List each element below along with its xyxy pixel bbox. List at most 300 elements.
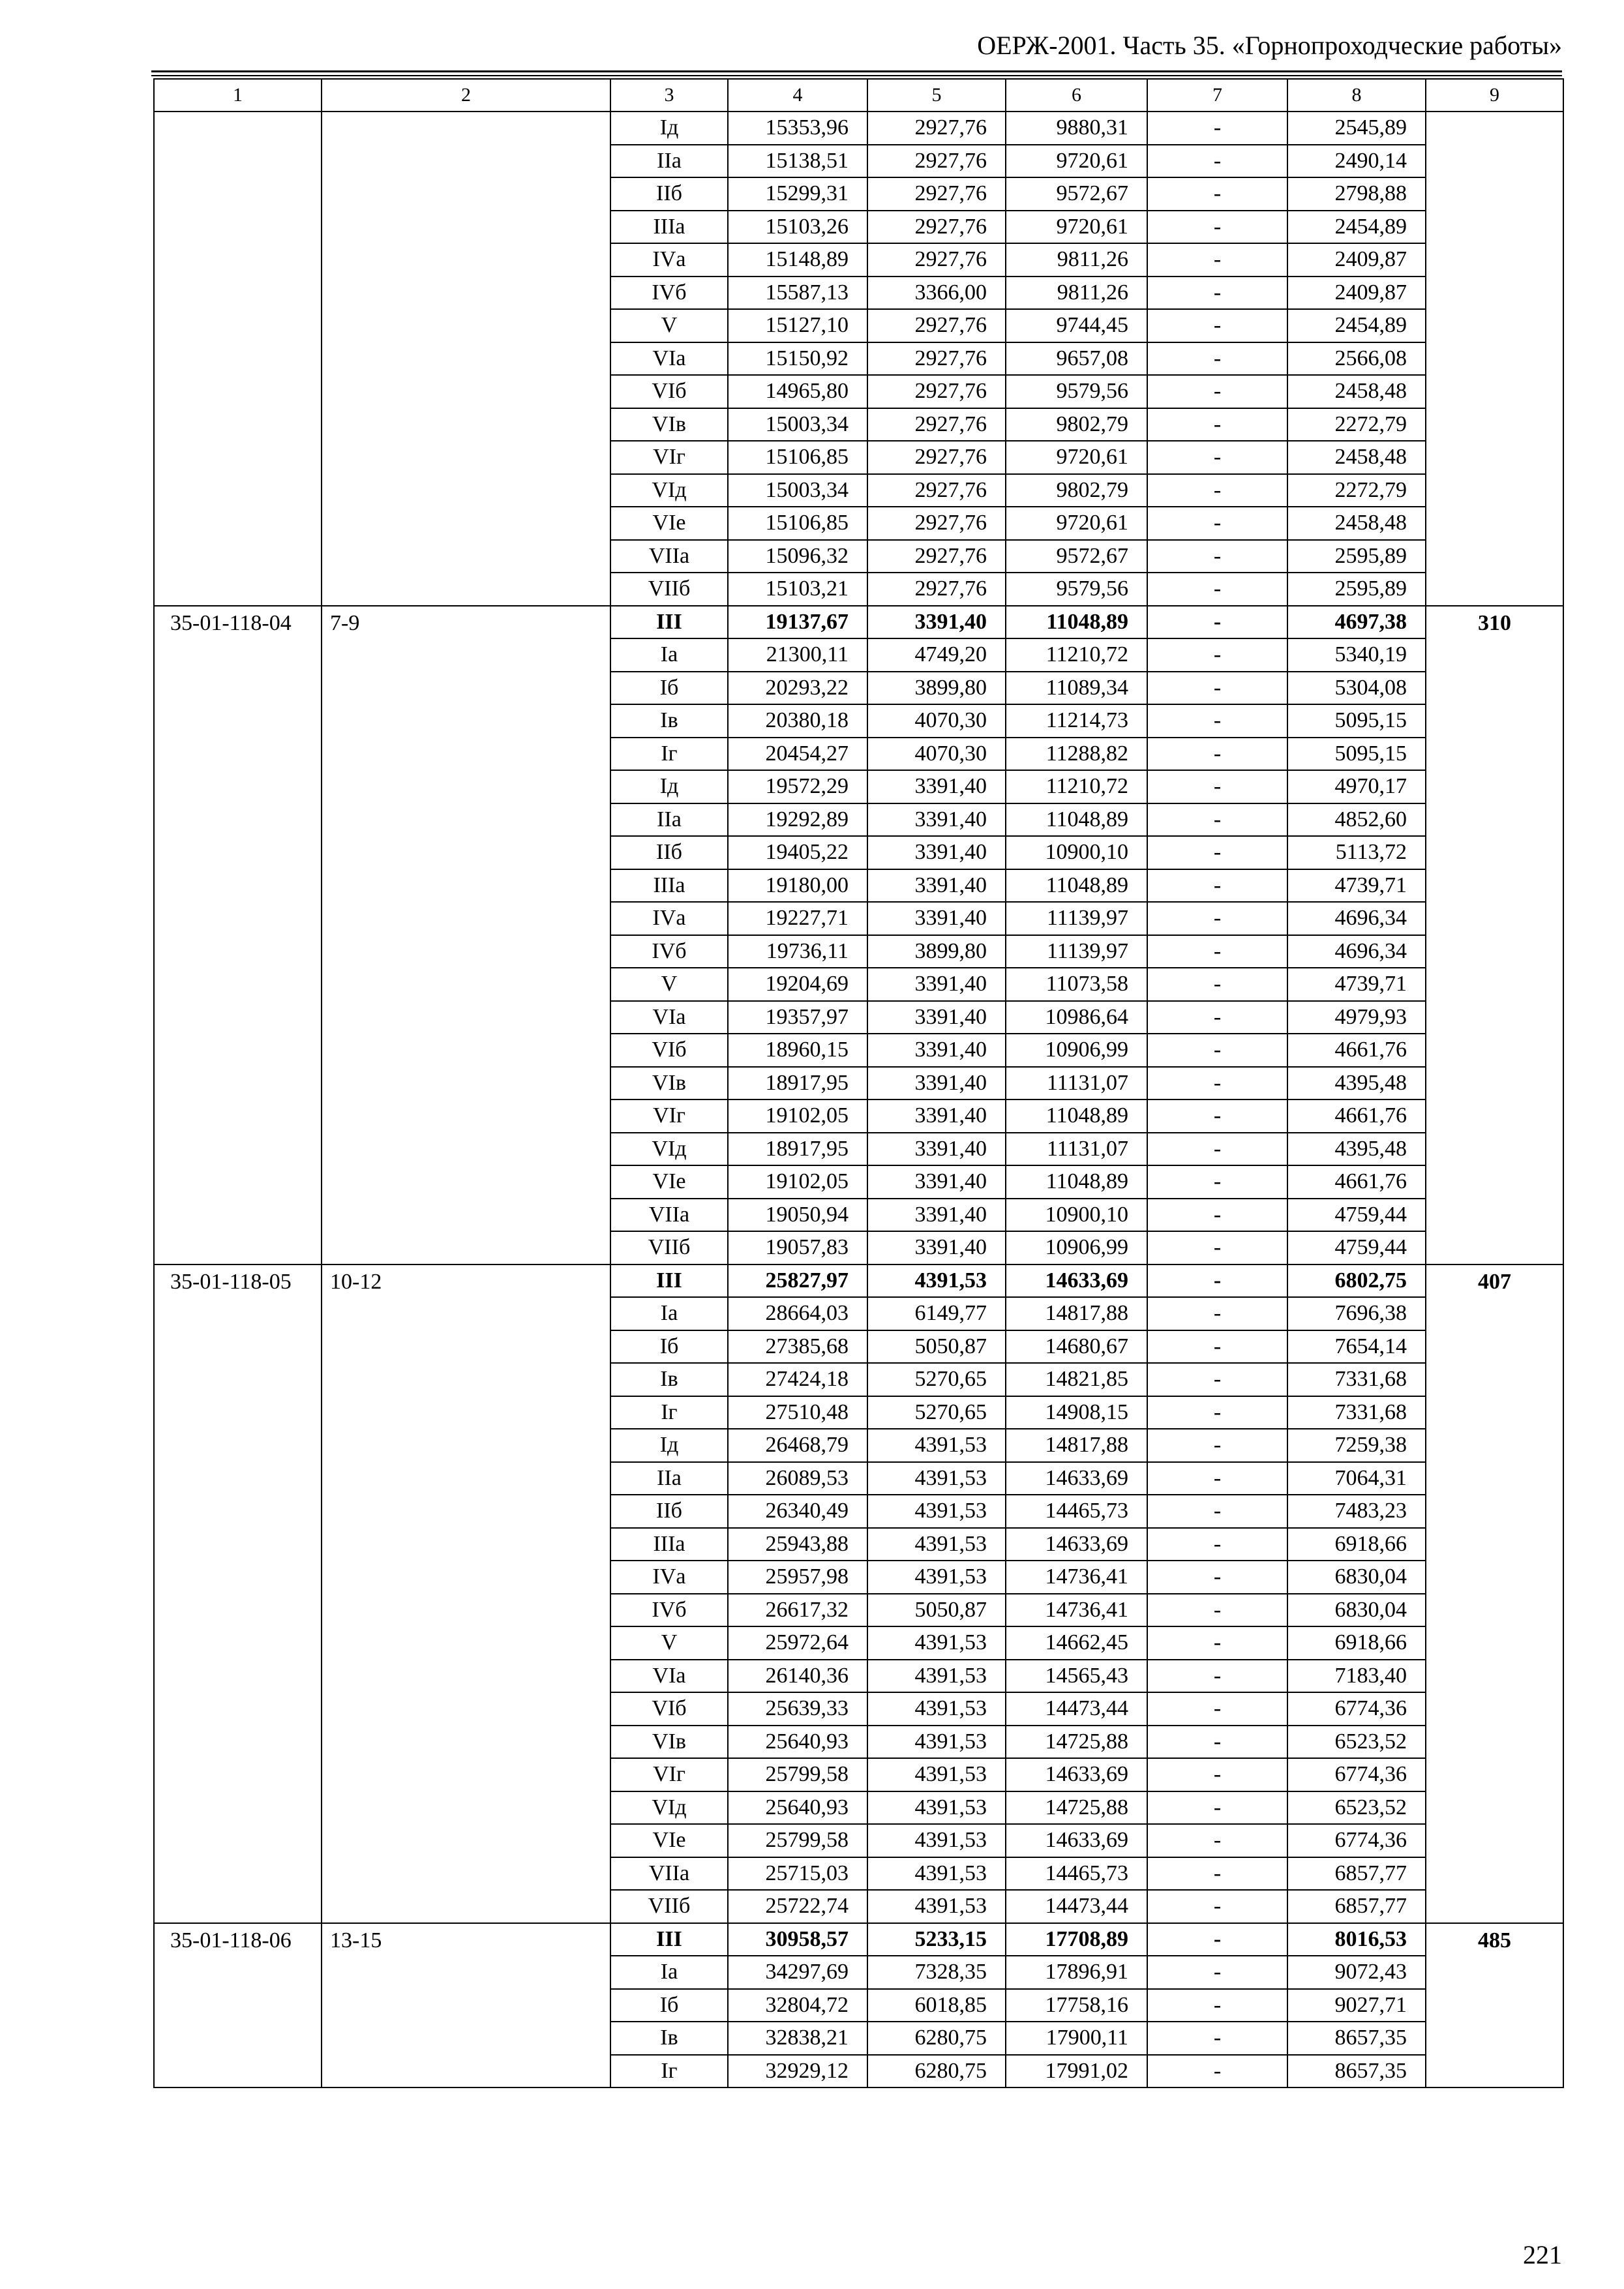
wage-cell: 2927,76: [867, 540, 1006, 573]
total-cost-cell: 15096,32: [728, 540, 867, 573]
total-cost-cell: 32929,12: [728, 2055, 867, 2088]
category-cell: V: [610, 1626, 728, 1660]
machine-cost-cell: 9579,56: [1006, 573, 1147, 606]
category-cell: IIб: [610, 836, 728, 869]
materials-cost-cell: 5113,72: [1287, 836, 1426, 869]
category-cell: Iд: [610, 1429, 728, 1462]
wage-cell: 3391,40: [867, 1100, 1006, 1133]
wage-cell: 2927,76: [867, 474, 1006, 507]
driver-wage-cell: -: [1147, 540, 1287, 573]
header-rule: [151, 75, 1562, 76]
materials-cost-cell: 7696,38: [1287, 1297, 1426, 1330]
total-cost-cell: 15148,89: [728, 243, 867, 277]
total-cost-cell: 25799,58: [728, 1824, 867, 1857]
materials-cost-cell: 4661,76: [1287, 1165, 1426, 1199]
wage-cell: 3366,00: [867, 277, 1006, 310]
driver-wage-cell: -: [1147, 638, 1287, 672]
wage-cell: 4391,53: [867, 1495, 1006, 1528]
header-rule: [151, 70, 1562, 72]
wage-cell: 5270,65: [867, 1363, 1006, 1396]
category-cell: Iа: [610, 638, 728, 672]
column-number: 9: [1426, 79, 1563, 112]
column-number: 8: [1287, 79, 1426, 112]
wage-cell: 5050,87: [867, 1594, 1006, 1627]
materials-cost-cell: 2454,89: [1287, 211, 1426, 244]
wage-cell: 5270,65: [867, 1396, 1006, 1429]
materials-cost-cell: 4970,17: [1287, 770, 1426, 803]
machine-cost-cell: 14633,69: [1006, 1758, 1147, 1791]
wage-cell: 3391,40: [867, 1199, 1006, 1232]
total-cost-cell: 19736,11: [728, 935, 867, 968]
total-cost-cell: 27510,48: [728, 1396, 867, 1429]
machine-cost-cell: 9811,26: [1006, 277, 1147, 310]
wage-cell: 2927,76: [867, 408, 1006, 441]
machine-cost-cell: 14465,73: [1006, 1857, 1147, 1891]
materials-cost-cell: 5095,15: [1287, 704, 1426, 738]
total-cost-cell: 18917,95: [728, 1133, 867, 1166]
driver-wage-cell: -: [1147, 309, 1287, 342]
driver-wage-cell: -: [1147, 836, 1287, 869]
machine-cost-cell: 9579,56: [1006, 375, 1147, 408]
driver-wage-cell: -: [1147, 738, 1287, 771]
wage-cell: 3391,40: [867, 836, 1006, 869]
materials-cost-cell: 2458,48: [1287, 507, 1426, 540]
driver-wage-cell: -: [1147, 1528, 1287, 1561]
total-cost-cell: 19292,89: [728, 803, 867, 837]
driver-wage-cell: -: [1147, 1067, 1287, 1100]
materials-cost-cell: 7064,31: [1287, 1462, 1426, 1495]
machine-cost-cell: 10900,10: [1006, 1199, 1147, 1232]
total-cost-cell: 19102,05: [728, 1165, 867, 1199]
materials-cost-cell: 4661,76: [1287, 1100, 1426, 1133]
materials-cost-cell: 9072,43: [1287, 1956, 1426, 1989]
machine-cost-cell: 14736,41: [1006, 1561, 1147, 1594]
materials-cost-cell: 2566,08: [1287, 342, 1426, 376]
machine-cost-cell: 11139,97: [1006, 902, 1147, 935]
category-cell: VIб: [610, 375, 728, 408]
materials-cost-cell: 6774,36: [1287, 1824, 1426, 1857]
category-cell: VIв: [610, 1726, 728, 1759]
machine-cost-cell: 9811,26: [1006, 243, 1147, 277]
category-cell: Iг: [610, 738, 728, 771]
total-cost-cell: 15138,51: [728, 145, 867, 178]
total-cost-cell: 27424,18: [728, 1363, 867, 1396]
total-cost-cell: 19204,69: [728, 968, 867, 1001]
machine-cost-cell: 9802,79: [1006, 474, 1147, 507]
machine-cost-cell: 11139,97: [1006, 935, 1147, 968]
driver-wage-cell: -: [1147, 1330, 1287, 1364]
materials-cost-cell: 6830,04: [1287, 1561, 1426, 1594]
materials-cost-cell: 7331,68: [1287, 1396, 1426, 1429]
machine-cost-cell: 11210,72: [1006, 770, 1147, 803]
table-body: [154, 79, 1563, 2087]
driver-wage-cell: -: [1147, 1956, 1287, 1989]
total-cost-cell: 18917,95: [728, 1067, 867, 1100]
machine-cost-cell: 14725,88: [1006, 1791, 1147, 1825]
driver-wage-cell: -: [1147, 606, 1287, 639]
driver-wage-cell: -: [1147, 1133, 1287, 1166]
wage-cell: 2927,76: [867, 573, 1006, 606]
total-cost-cell: 15353,96: [728, 112, 867, 145]
wage-cell: 3391,40: [867, 902, 1006, 935]
driver-wage-cell: -: [1147, 408, 1287, 441]
category-cell: VIв: [610, 1067, 728, 1100]
driver-wage-cell: -: [1147, 1495, 1287, 1528]
total-cost-cell: 28664,03: [728, 1297, 867, 1330]
materials-cost-cell: 6523,52: [1287, 1726, 1426, 1759]
driver-wage-cell: -: [1147, 869, 1287, 903]
category-cell: IIб: [610, 1495, 728, 1528]
driver-wage-cell: -: [1147, 1199, 1287, 1232]
machine-cost-cell: 11048,89: [1006, 1165, 1147, 1199]
column-number: 5: [867, 79, 1006, 112]
materials-cost-cell: 4759,44: [1287, 1199, 1426, 1232]
wage-cell: 2927,76: [867, 441, 1006, 474]
total-cost-cell: 25722,74: [728, 1890, 867, 1923]
driver-wage-cell: -: [1147, 277, 1287, 310]
driver-wage-cell: -: [1147, 2022, 1287, 2055]
materials-cost-cell: 2490,14: [1287, 145, 1426, 178]
wage-cell: 4070,30: [867, 738, 1006, 771]
category-cell: IIа: [610, 1462, 728, 1495]
machine-cost-cell: 9720,61: [1006, 211, 1147, 244]
materials-cost-cell: 2458,48: [1287, 441, 1426, 474]
driver-wage-cell: -: [1147, 1561, 1287, 1594]
machine-cost-cell: 14725,88: [1006, 1726, 1147, 1759]
range-cell: 7-9: [322, 606, 610, 1264]
category-cell: VIд: [610, 1791, 728, 1825]
driver-wage-cell: -: [1147, 573, 1287, 606]
driver-wage-cell: -: [1147, 243, 1287, 277]
category-cell: IVб: [610, 277, 728, 310]
driver-wage-cell: -: [1147, 704, 1287, 738]
materials-cost-cell: 4395,48: [1287, 1067, 1426, 1100]
machine-cost-cell: 17991,02: [1006, 2055, 1147, 2088]
materials-cost-cell: 6857,77: [1287, 1857, 1426, 1891]
column-number: 6: [1006, 79, 1147, 112]
column-number-row: [154, 79, 1563, 112]
materials-cost-cell: 2595,89: [1287, 573, 1426, 606]
wage-cell: 6149,77: [867, 1297, 1006, 1330]
machine-cost-cell: 9880,31: [1006, 112, 1147, 145]
rate-code-cell: 35-01-118-06: [154, 1923, 322, 2088]
driver-wage-cell: -: [1147, 1264, 1287, 1298]
category-cell: VIг: [610, 1758, 728, 1791]
machine-cost-cell: 11288,82: [1006, 738, 1147, 771]
wage-cell: 4391,53: [867, 1857, 1006, 1891]
labor-cost-cell: 485: [1426, 1923, 1563, 2088]
machine-cost-cell: 14736,41: [1006, 1594, 1147, 1627]
driver-wage-cell: -: [1147, 1857, 1287, 1891]
machine-cost-cell: 10986,64: [1006, 1001, 1147, 1034]
table-row: [154, 112, 1563, 145]
materials-cost-cell: 6857,77: [1287, 1890, 1426, 1923]
wage-cell: 2927,76: [867, 342, 1006, 376]
wage-cell: 4391,53: [867, 1758, 1006, 1791]
machine-cost-cell: 17708,89: [1006, 1923, 1147, 1956]
materials-cost-cell: 6774,36: [1287, 1692, 1426, 1726]
driver-wage-cell: -: [1147, 803, 1287, 837]
materials-cost-cell: 9027,71: [1287, 1989, 1426, 2022]
category-cell: IIа: [610, 803, 728, 837]
category-cell: Iа: [610, 1297, 728, 1330]
total-cost-cell: 26140,36: [728, 1660, 867, 1693]
category-cell: III: [610, 1923, 728, 1956]
machine-cost-cell: 9572,67: [1006, 177, 1147, 211]
wage-cell: 3391,40: [867, 606, 1006, 639]
wage-cell: 5050,87: [867, 1330, 1006, 1364]
machine-cost-cell: 9720,61: [1006, 441, 1147, 474]
driver-wage-cell: -: [1147, 1100, 1287, 1133]
total-cost-cell: 30958,57: [728, 1923, 867, 1956]
category-cell: V: [610, 309, 728, 342]
driver-wage-cell: -: [1147, 935, 1287, 968]
wage-cell: 2927,76: [867, 211, 1006, 244]
total-cost-cell: 15003,34: [728, 408, 867, 441]
wage-cell: 2927,76: [867, 145, 1006, 178]
driver-wage-cell: -: [1147, 672, 1287, 705]
total-cost-cell: 25827,97: [728, 1264, 867, 1298]
materials-cost-cell: 2272,79: [1287, 474, 1426, 507]
rates-table: [153, 78, 1564, 2088]
machine-cost-cell: 14817,88: [1006, 1297, 1147, 1330]
wage-cell: 3391,40: [867, 1133, 1006, 1166]
wage-cell: 4391,53: [867, 1561, 1006, 1594]
category-cell: VIд: [610, 474, 728, 507]
category-cell: VIIб: [610, 1231, 728, 1264]
total-cost-cell: 26340,49: [728, 1495, 867, 1528]
wage-cell: 4391,53: [867, 1824, 1006, 1857]
table-row: [154, 1923, 1563, 1956]
total-cost-cell: 15103,21: [728, 573, 867, 606]
machine-cost-cell: 10906,99: [1006, 1231, 1147, 1264]
materials-cost-cell: 2458,48: [1287, 375, 1426, 408]
wage-cell: 4391,53: [867, 1890, 1006, 1923]
materials-cost-cell: 7259,38: [1287, 1429, 1426, 1462]
category-cell: VIв: [610, 408, 728, 441]
materials-cost-cell: 4852,60: [1287, 803, 1426, 837]
wage-cell: 3391,40: [867, 968, 1006, 1001]
wage-cell: 2927,76: [867, 243, 1006, 277]
driver-wage-cell: -: [1147, 1824, 1287, 1857]
wage-cell: 5233,15: [867, 1923, 1006, 1956]
wage-cell: 4391,53: [867, 1660, 1006, 1693]
machine-cost-cell: 14633,69: [1006, 1462, 1147, 1495]
wage-cell: 4391,53: [867, 1429, 1006, 1462]
driver-wage-cell: -: [1147, 507, 1287, 540]
driver-wage-cell: -: [1147, 1791, 1287, 1825]
materials-cost-cell: 2272,79: [1287, 408, 1426, 441]
materials-cost-cell: 4739,71: [1287, 869, 1426, 903]
category-cell: VIIа: [610, 540, 728, 573]
category-cell: VIIб: [610, 573, 728, 606]
range-cell: 10-12: [322, 1264, 610, 1923]
category-cell: VIе: [610, 507, 728, 540]
wage-cell: 3391,40: [867, 1034, 1006, 1067]
machine-cost-cell: 14662,45: [1006, 1626, 1147, 1660]
wage-cell: 3899,80: [867, 672, 1006, 705]
category-cell: IIIа: [610, 869, 728, 903]
driver-wage-cell: -: [1147, 177, 1287, 211]
category-cell: Iб: [610, 1989, 728, 2022]
column-number: 7: [1147, 79, 1287, 112]
page-number: 221: [1523, 2240, 1562, 2269]
category-cell: IIа: [610, 145, 728, 178]
total-cost-cell: 19102,05: [728, 1100, 867, 1133]
total-cost-cell: 25943,88: [728, 1528, 867, 1561]
total-cost-cell: 25640,93: [728, 1791, 867, 1825]
driver-wage-cell: -: [1147, 1692, 1287, 1726]
total-cost-cell: 15127,10: [728, 309, 867, 342]
wage-cell: 4391,53: [867, 1264, 1006, 1298]
total-cost-cell: 25639,33: [728, 1692, 867, 1726]
driver-wage-cell: -: [1147, 2055, 1287, 2088]
category-cell: VIа: [610, 342, 728, 376]
materials-cost-cell: 6918,66: [1287, 1528, 1426, 1561]
machine-cost-cell: 11089,34: [1006, 672, 1147, 705]
category-cell: Iв: [610, 2022, 728, 2055]
wage-cell: 2927,76: [867, 507, 1006, 540]
machine-cost-cell: 9572,67: [1006, 540, 1147, 573]
category-cell: VIе: [610, 1824, 728, 1857]
total-cost-cell: 15587,13: [728, 277, 867, 310]
materials-cost-cell: 8657,35: [1287, 2022, 1426, 2055]
materials-cost-cell: 5304,08: [1287, 672, 1426, 705]
wage-cell: 3391,40: [867, 1067, 1006, 1100]
total-cost-cell: 18960,15: [728, 1034, 867, 1067]
machine-cost-cell: 14821,85: [1006, 1363, 1147, 1396]
materials-cost-cell: 7483,23: [1287, 1495, 1426, 1528]
total-cost-cell: 19405,22: [728, 836, 867, 869]
category-cell: Iб: [610, 672, 728, 705]
machine-cost-cell: 9720,61: [1006, 507, 1147, 540]
machine-cost-cell: 11048,89: [1006, 1100, 1147, 1133]
materials-cost-cell: 2595,89: [1287, 540, 1426, 573]
machine-cost-cell: 17758,16: [1006, 1989, 1147, 2022]
page-header-title: ОЕРЖ-2001. Часть 35. «Горнопроходческие работы»: [977, 31, 1562, 60]
wage-cell: 3391,40: [867, 770, 1006, 803]
total-cost-cell: 19057,83: [728, 1231, 867, 1264]
wage-cell: 4391,53: [867, 1626, 1006, 1660]
driver-wage-cell: -: [1147, 1989, 1287, 2022]
total-cost-cell: 25972,64: [728, 1626, 867, 1660]
category-cell: Iв: [610, 1363, 728, 1396]
materials-cost-cell: 7654,14: [1287, 1330, 1426, 1364]
machine-cost-cell: 11131,07: [1006, 1133, 1147, 1166]
total-cost-cell: 19572,29: [728, 770, 867, 803]
total-cost-cell: 25640,93: [728, 1726, 867, 1759]
materials-cost-cell: 4979,93: [1287, 1001, 1426, 1034]
column-number: 3: [610, 79, 728, 112]
category-cell: VIIа: [610, 1857, 728, 1891]
category-cell: VIIб: [610, 1890, 728, 1923]
wage-cell: 3391,40: [867, 1231, 1006, 1264]
machine-cost-cell: 11048,89: [1006, 803, 1147, 837]
wage-cell: 4391,53: [867, 1528, 1006, 1561]
machine-cost-cell: 14633,69: [1006, 1264, 1147, 1298]
rate-code-cell: 35-01-118-05: [154, 1264, 322, 1923]
materials-cost-cell: 2409,87: [1287, 243, 1426, 277]
labor-cost-cell: 407: [1426, 1264, 1563, 1923]
total-cost-cell: 20380,18: [728, 704, 867, 738]
range-cell: [322, 112, 610, 606]
materials-cost-cell: 4696,34: [1287, 935, 1426, 968]
driver-wage-cell: -: [1147, 112, 1287, 145]
category-cell: IIIа: [610, 1528, 728, 1561]
machine-cost-cell: 10906,99: [1006, 1034, 1147, 1067]
total-cost-cell: 27385,68: [728, 1330, 867, 1364]
total-cost-cell: 15150,92: [728, 342, 867, 376]
total-cost-cell: 19137,67: [728, 606, 867, 639]
machine-cost-cell: 14908,15: [1006, 1396, 1147, 1429]
category-cell: IVб: [610, 935, 728, 968]
table-row: [154, 1264, 1563, 1298]
materials-cost-cell: 4661,76: [1287, 1034, 1426, 1067]
driver-wage-cell: -: [1147, 1462, 1287, 1495]
driver-wage-cell: -: [1147, 1001, 1287, 1034]
machine-cost-cell: 11214,73: [1006, 704, 1147, 738]
column-number: 2: [322, 79, 610, 112]
materials-cost-cell: 6523,52: [1287, 1791, 1426, 1825]
machine-cost-cell: 11131,07: [1006, 1067, 1147, 1100]
total-cost-cell: 34297,69: [728, 1956, 867, 1989]
category-cell: IIб: [610, 177, 728, 211]
driver-wage-cell: -: [1147, 968, 1287, 1001]
category-cell: Iг: [610, 2055, 728, 2088]
machine-cost-cell: 14633,69: [1006, 1824, 1147, 1857]
category-cell: III: [610, 1264, 728, 1298]
materials-cost-cell: 6830,04: [1287, 1594, 1426, 1627]
wage-cell: 4391,53: [867, 1791, 1006, 1825]
driver-wage-cell: -: [1147, 1034, 1287, 1067]
materials-cost-cell: 7183,40: [1287, 1660, 1426, 1693]
total-cost-cell: 25715,03: [728, 1857, 867, 1891]
materials-cost-cell: 5095,15: [1287, 738, 1426, 771]
wage-cell: 4391,53: [867, 1462, 1006, 1495]
wage-cell: 4391,53: [867, 1692, 1006, 1726]
machine-cost-cell: 10900,10: [1006, 836, 1147, 869]
category-cell: Iд: [610, 112, 728, 145]
materials-cost-cell: 6774,36: [1287, 1758, 1426, 1791]
driver-wage-cell: -: [1147, 1396, 1287, 1429]
driver-wage-cell: -: [1147, 145, 1287, 178]
driver-wage-cell: -: [1147, 375, 1287, 408]
total-cost-cell: 26617,32: [728, 1594, 867, 1627]
category-cell: VIг: [610, 1100, 728, 1133]
range-cell: 13-15: [322, 1923, 610, 2088]
category-cell: IVа: [610, 243, 728, 277]
total-cost-cell: 20454,27: [728, 738, 867, 771]
category-cell: VIа: [610, 1660, 728, 1693]
category-cell: IIIа: [610, 211, 728, 244]
materials-cost-cell: 2454,89: [1287, 309, 1426, 342]
materials-cost-cell: 4395,48: [1287, 1133, 1426, 1166]
category-cell: VIб: [610, 1034, 728, 1067]
total-cost-cell: 15299,31: [728, 177, 867, 211]
wage-cell: 2927,76: [867, 309, 1006, 342]
machine-cost-cell: 9802,79: [1006, 408, 1147, 441]
category-cell: VIе: [610, 1165, 728, 1199]
total-cost-cell: 19227,71: [728, 902, 867, 935]
driver-wage-cell: -: [1147, 1626, 1287, 1660]
machine-cost-cell: 11210,72: [1006, 638, 1147, 672]
driver-wage-cell: -: [1147, 770, 1287, 803]
machine-cost-cell: 11048,89: [1006, 869, 1147, 903]
category-cell: Iг: [610, 1396, 728, 1429]
table-row: [154, 606, 1563, 639]
total-cost-cell: 15003,34: [728, 474, 867, 507]
materials-cost-cell: 4696,34: [1287, 902, 1426, 935]
